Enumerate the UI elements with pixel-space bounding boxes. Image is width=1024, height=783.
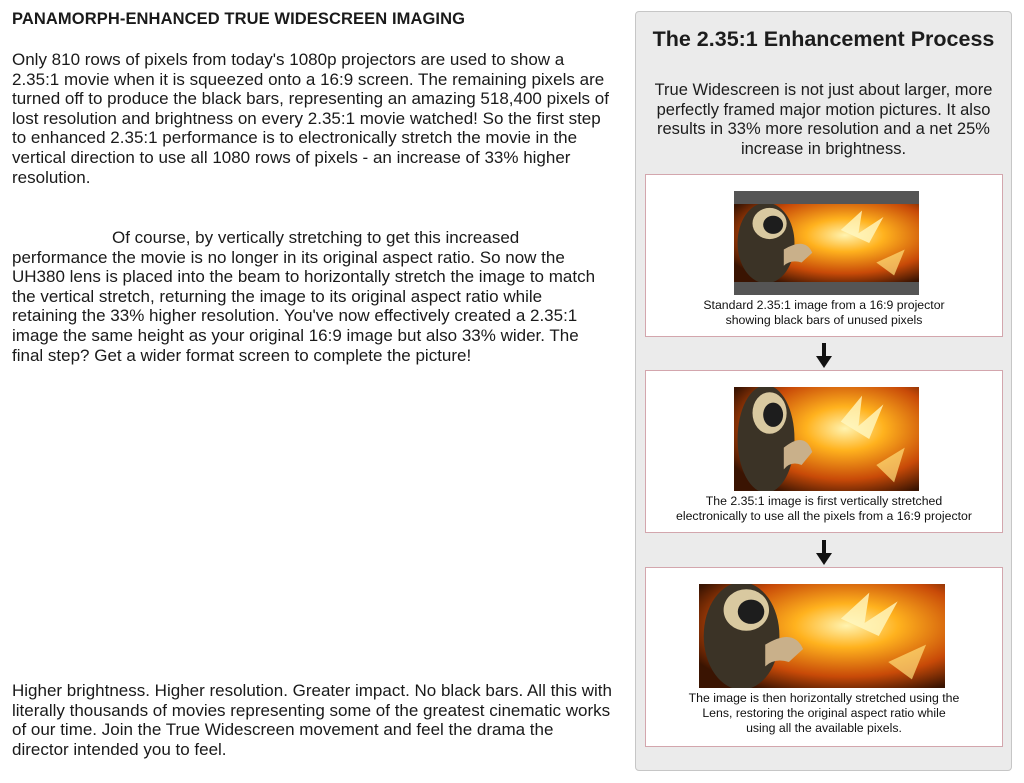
- article-paragraph-3: Higher brightness. Higher resolution. Greater impact. No black bars. All this with literally thousands of movies representing some of the greatest cinematic works of our time. Join the True Widescreen movement and feel the drama the director intended you to feel.: [12, 681, 612, 759]
- step-3-caption: The image is then horizontally stretched using the Lens, restoring the original aspect ratio while using all the available pixels.: [688, 691, 960, 735]
- step-1-caption: Standard 2.35:1 image from a 16:9 projector showing black bars of unused pixels: [703, 298, 945, 327]
- down-arrow-icon: [815, 540, 833, 566]
- down-arrow-icon: [815, 343, 833, 369]
- enhancement-process-sidebar: [635, 11, 1012, 771]
- sidebar-title: The 2.35:1 Enhancement Process: [652, 27, 995, 51]
- vertically-stretched-movie-image: [734, 387, 919, 491]
- article-paragraph-2: Of course, by vertically stretching to get this increased performance the movie is no longer in its original aspect ratio. So now the UH380 lens is placed into the beam to horizontally stretch the image to match the vertical stretch, returning the image to its original aspect ratio while retaining the 33% higher resolution. You've now effectively created a 2.35:1 image the same height as your original 16:9 image but also 33% wider. The final step? Get a wider format screen to complete the picture!: [12, 228, 596, 365]
- article-heading: PANAMORPH-ENHANCED TRUE WIDESCREEN IMAGING: [12, 10, 466, 28]
- sidebar-intro: True Widescreen is not just about larger, more perfectly framed major motion pictures. It also results in 33% more resolution and a net 25% increase in brightness.: [654, 81, 993, 158]
- step-2-panel: [645, 370, 1003, 533]
- letterboxed-movie-image: [734, 191, 919, 295]
- step-3-panel: [645, 567, 1003, 747]
- step-2-caption: The 2.35:1 image is first vertically stretched electronically to use all the pixels from a 16:9 projector: [676, 494, 972, 523]
- step-1-panel: [645, 174, 1003, 337]
- horizontally-stretched-movie-image: [699, 584, 945, 688]
- article-paragraph-1: Only 810 rows of pixels from today's 1080p projectors are used to show a 2.35:1 movie when it is squeezed onto a 16:9 screen. The remaining pixels are turned off to produce the black bars, representing an amazing 518,400 pixels of lost resolution and brightness on every 2.35:1 movie watched! So the first step to enhanced 2.35:1 performance is to electronically stretch the movie in the vertical direction to use all 1080 rows of pixels - an increase of 33% higher resolution.: [12, 50, 609, 187]
